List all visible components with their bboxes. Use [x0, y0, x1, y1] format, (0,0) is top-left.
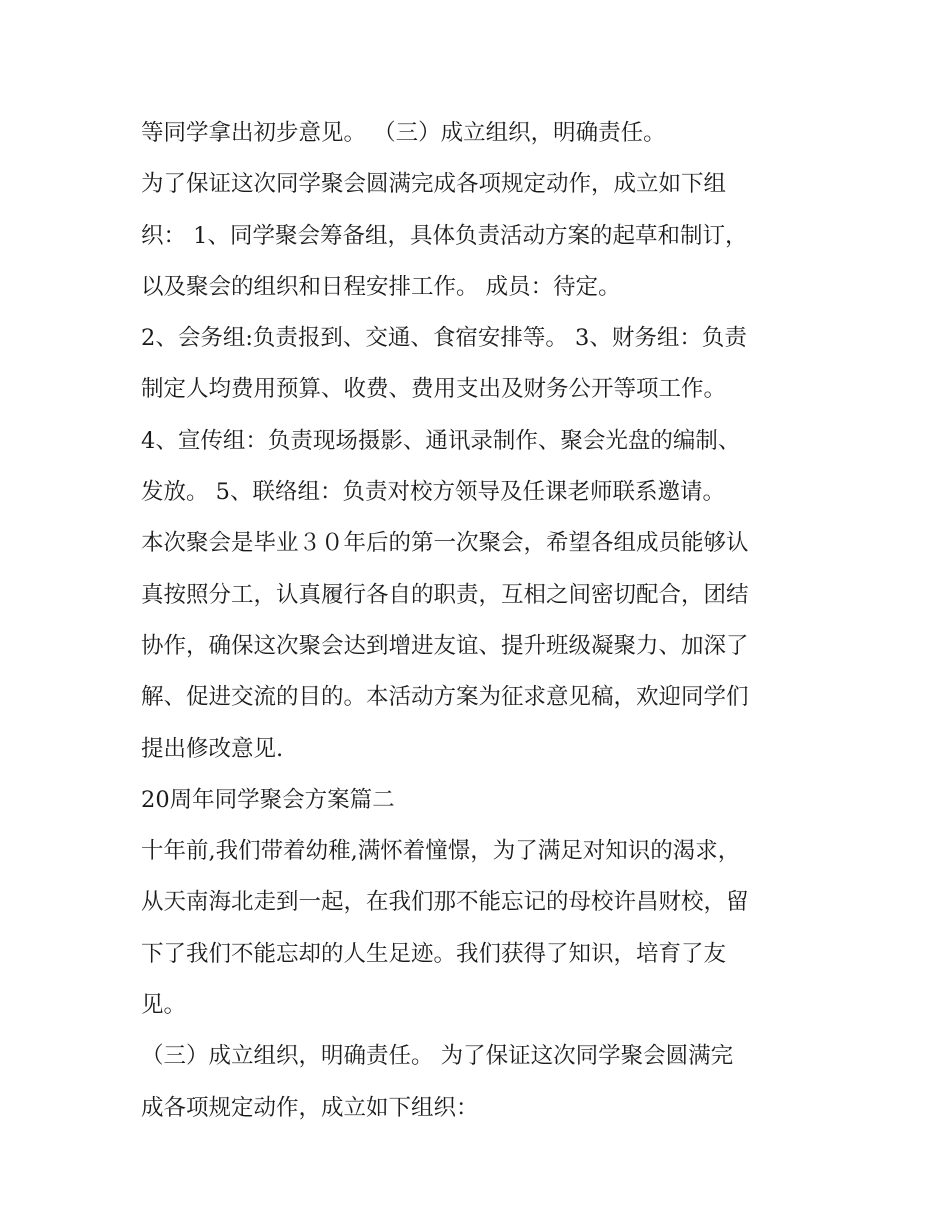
section-heading: 20周年同学聚会方案篇二 — [141, 786, 395, 813]
text-line: 见。 — [141, 992, 187, 1019]
text-line: 真按照分工，认真履行各自的职责，互相之间密切配合，团结 — [141, 581, 749, 608]
text-line: 成各项规定动作，成立如下组织： — [141, 1094, 479, 1121]
text-line: 协作，确保这次聚会达到增进友谊、提升班级凝聚力、加深了 — [141, 632, 749, 659]
text-line: 发放。 5、联络组：负责对校方领导及任课老师联系邀请。 — [141, 479, 725, 506]
text-line: 4、宣传组：负责现场摄影、通讯录制作、聚会光盘的编制、 — [141, 427, 741, 454]
text-line: 十年前,我们带着幼稚,满怀着憧憬，为了满足对知识的渴求， — [141, 838, 741, 865]
text-line: 从天南海北走到一起，在我们那不能忘记的母校许昌财校，留 — [141, 889, 749, 916]
text-line: 以及聚会的组织和日程安排工作。 成员：待定。 — [141, 273, 621, 300]
text-line: （三）成立组织，明确责任。 为了保证这次同学聚会圆满完 — [141, 1043, 734, 1070]
text-line: 下了我们不能忘却的人生足迹。我们获得了知识，培育了友 — [141, 940, 727, 967]
text-line: 提出修改意见. — [141, 735, 284, 762]
text-line: 制定人均费用预算、收费、费用支出及财务公开等项工作。 — [141, 376, 727, 403]
text-line: 织： 1、同学聚会筹备组，具体负责活动方案的起草和制订， — [141, 222, 748, 249]
text-line: 2、会务组:负责报到、交通、食宿安排等。 3、财务组：负责 — [141, 325, 747, 352]
text-line: 本次聚会是毕业３０年后的第一次聚会，希望各组成员能够认 — [141, 530, 749, 557]
text-line: 为了保证这次同学聚会圆满完成各项规定动作，成立如下组 — [141, 171, 727, 198]
text-line: 解、促进交流的目的。本活动方案为征求意见稿，欢迎同学们 — [141, 684, 749, 711]
text-line: 等同学拿出初步意见。 （三）成立组织，明确责任。 — [141, 120, 666, 146]
document-body — [141, 108, 831, 1134]
